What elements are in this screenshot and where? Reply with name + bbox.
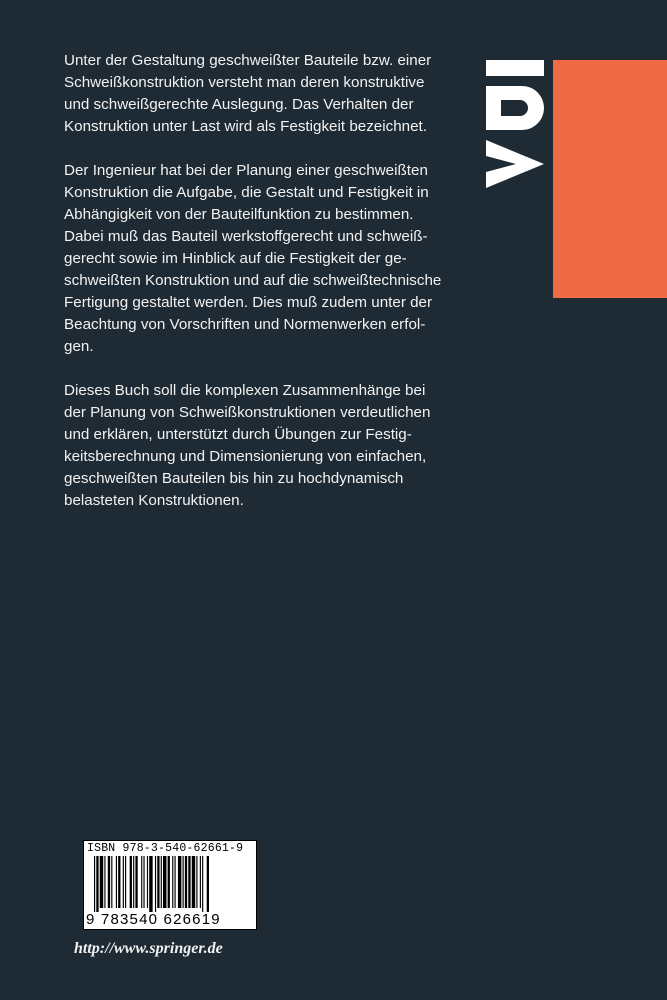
text-line: Abhängigkeit von der Bauteilfunktion zu bestimmen. [64,206,414,223]
barcode-bar [149,856,152,912]
barcode-bars [84,856,256,912]
barcode-bar [133,856,134,908]
text-line: Konstruktion unter Last wird als Festigkeit bezeichnet. [64,118,427,135]
text-line: Konstruktion die Aufgabe, die Gestalt und Festigkeit in [64,184,429,201]
barcode-bar [96,856,98,912]
paragraph-2 [64,160,474,358]
text-line: Unter der Gestaltung geschweißter Bauteile bzw. einer [64,52,432,69]
barcode-bar [185,856,187,908]
ean-number: 9 783540 626619 [86,911,221,928]
barcode-bar [143,856,144,908]
text-line: der Planung von Schweißkonstruktionen verdeutlichen [64,404,431,421]
barcode-bar [188,856,190,908]
isbn-label: ISBN 978-3-540-62661-9 [87,842,244,855]
text-line: und schweißgerechte Auslegung. Das Verhalten der [64,96,414,113]
barcode-bar [94,856,95,912]
barcode-bar [125,856,126,908]
vdi-logo [486,60,544,196]
barcode-bar [196,856,197,908]
barcode-bar [161,856,162,908]
text-line: geschweißten Bauteilen bis hin zu hochdynamisch [64,470,404,487]
barcode-bar [192,856,195,908]
barcode-bar [147,856,148,908]
paragraph-3 [64,380,474,512]
barcode-bar [141,856,142,908]
barcode-bar [207,856,209,912]
text-line: Schweißkonstruktion versteht man deren konstruktive [64,74,425,91]
barcode-bar [168,856,170,908]
barcode-bar [163,856,166,908]
text-line: Dabei muß das Bauteil werkstoffgerecht und schweiß- [64,228,428,245]
barcode-bar [104,856,105,908]
barcode-bar [155,856,156,912]
text-line: und erklären, unterstützt durch Übungen zur Festig- [64,426,412,443]
paragraph-1 [64,50,474,138]
text-line: belasteten Konstruktionen. [64,492,244,509]
barcode-bar [130,856,132,908]
barcode-bar [111,856,112,908]
text-line: keitsberechnung und Dimensionierung von einfachen, [64,448,427,465]
barcode-bar [178,856,181,908]
text-line: Der Ingenieur hat bei der Planung einer geschweißten [64,162,428,179]
text-line: gerecht sowie im Hinblick auf die Festigkeit der ge- [64,250,407,267]
text-line: gen. [64,338,94,355]
barcode-bar [108,856,110,908]
text-line: Fertigung gestaltet werden. Dies muß zudem unter der [64,294,433,311]
barcode-bar [118,856,120,908]
publisher-website: http://www.springer.de [74,940,223,957]
barcode-bar [172,856,173,908]
barcode-bar [202,856,203,912]
barcode-bar [183,856,184,908]
accent-bar [553,60,667,298]
blurb-text [64,50,474,534]
barcode-bar [200,856,201,908]
barcode-bar [175,856,176,908]
text-line: Beachtung von Vorschriften und Normenwerken erfol- [64,316,426,333]
barcode-bar [135,856,137,908]
barcode-bar [116,856,117,908]
text-line: Dieses Buch soll die komplexen Zusammenhänge bei [64,382,426,399]
isbn-barcode [83,840,257,930]
text-line: schweißten Konstruktion und auf die schweißtechnische [64,272,442,289]
barcode-bar [100,856,103,908]
barcode-bar [157,856,159,908]
barcode-bar [123,856,124,908]
